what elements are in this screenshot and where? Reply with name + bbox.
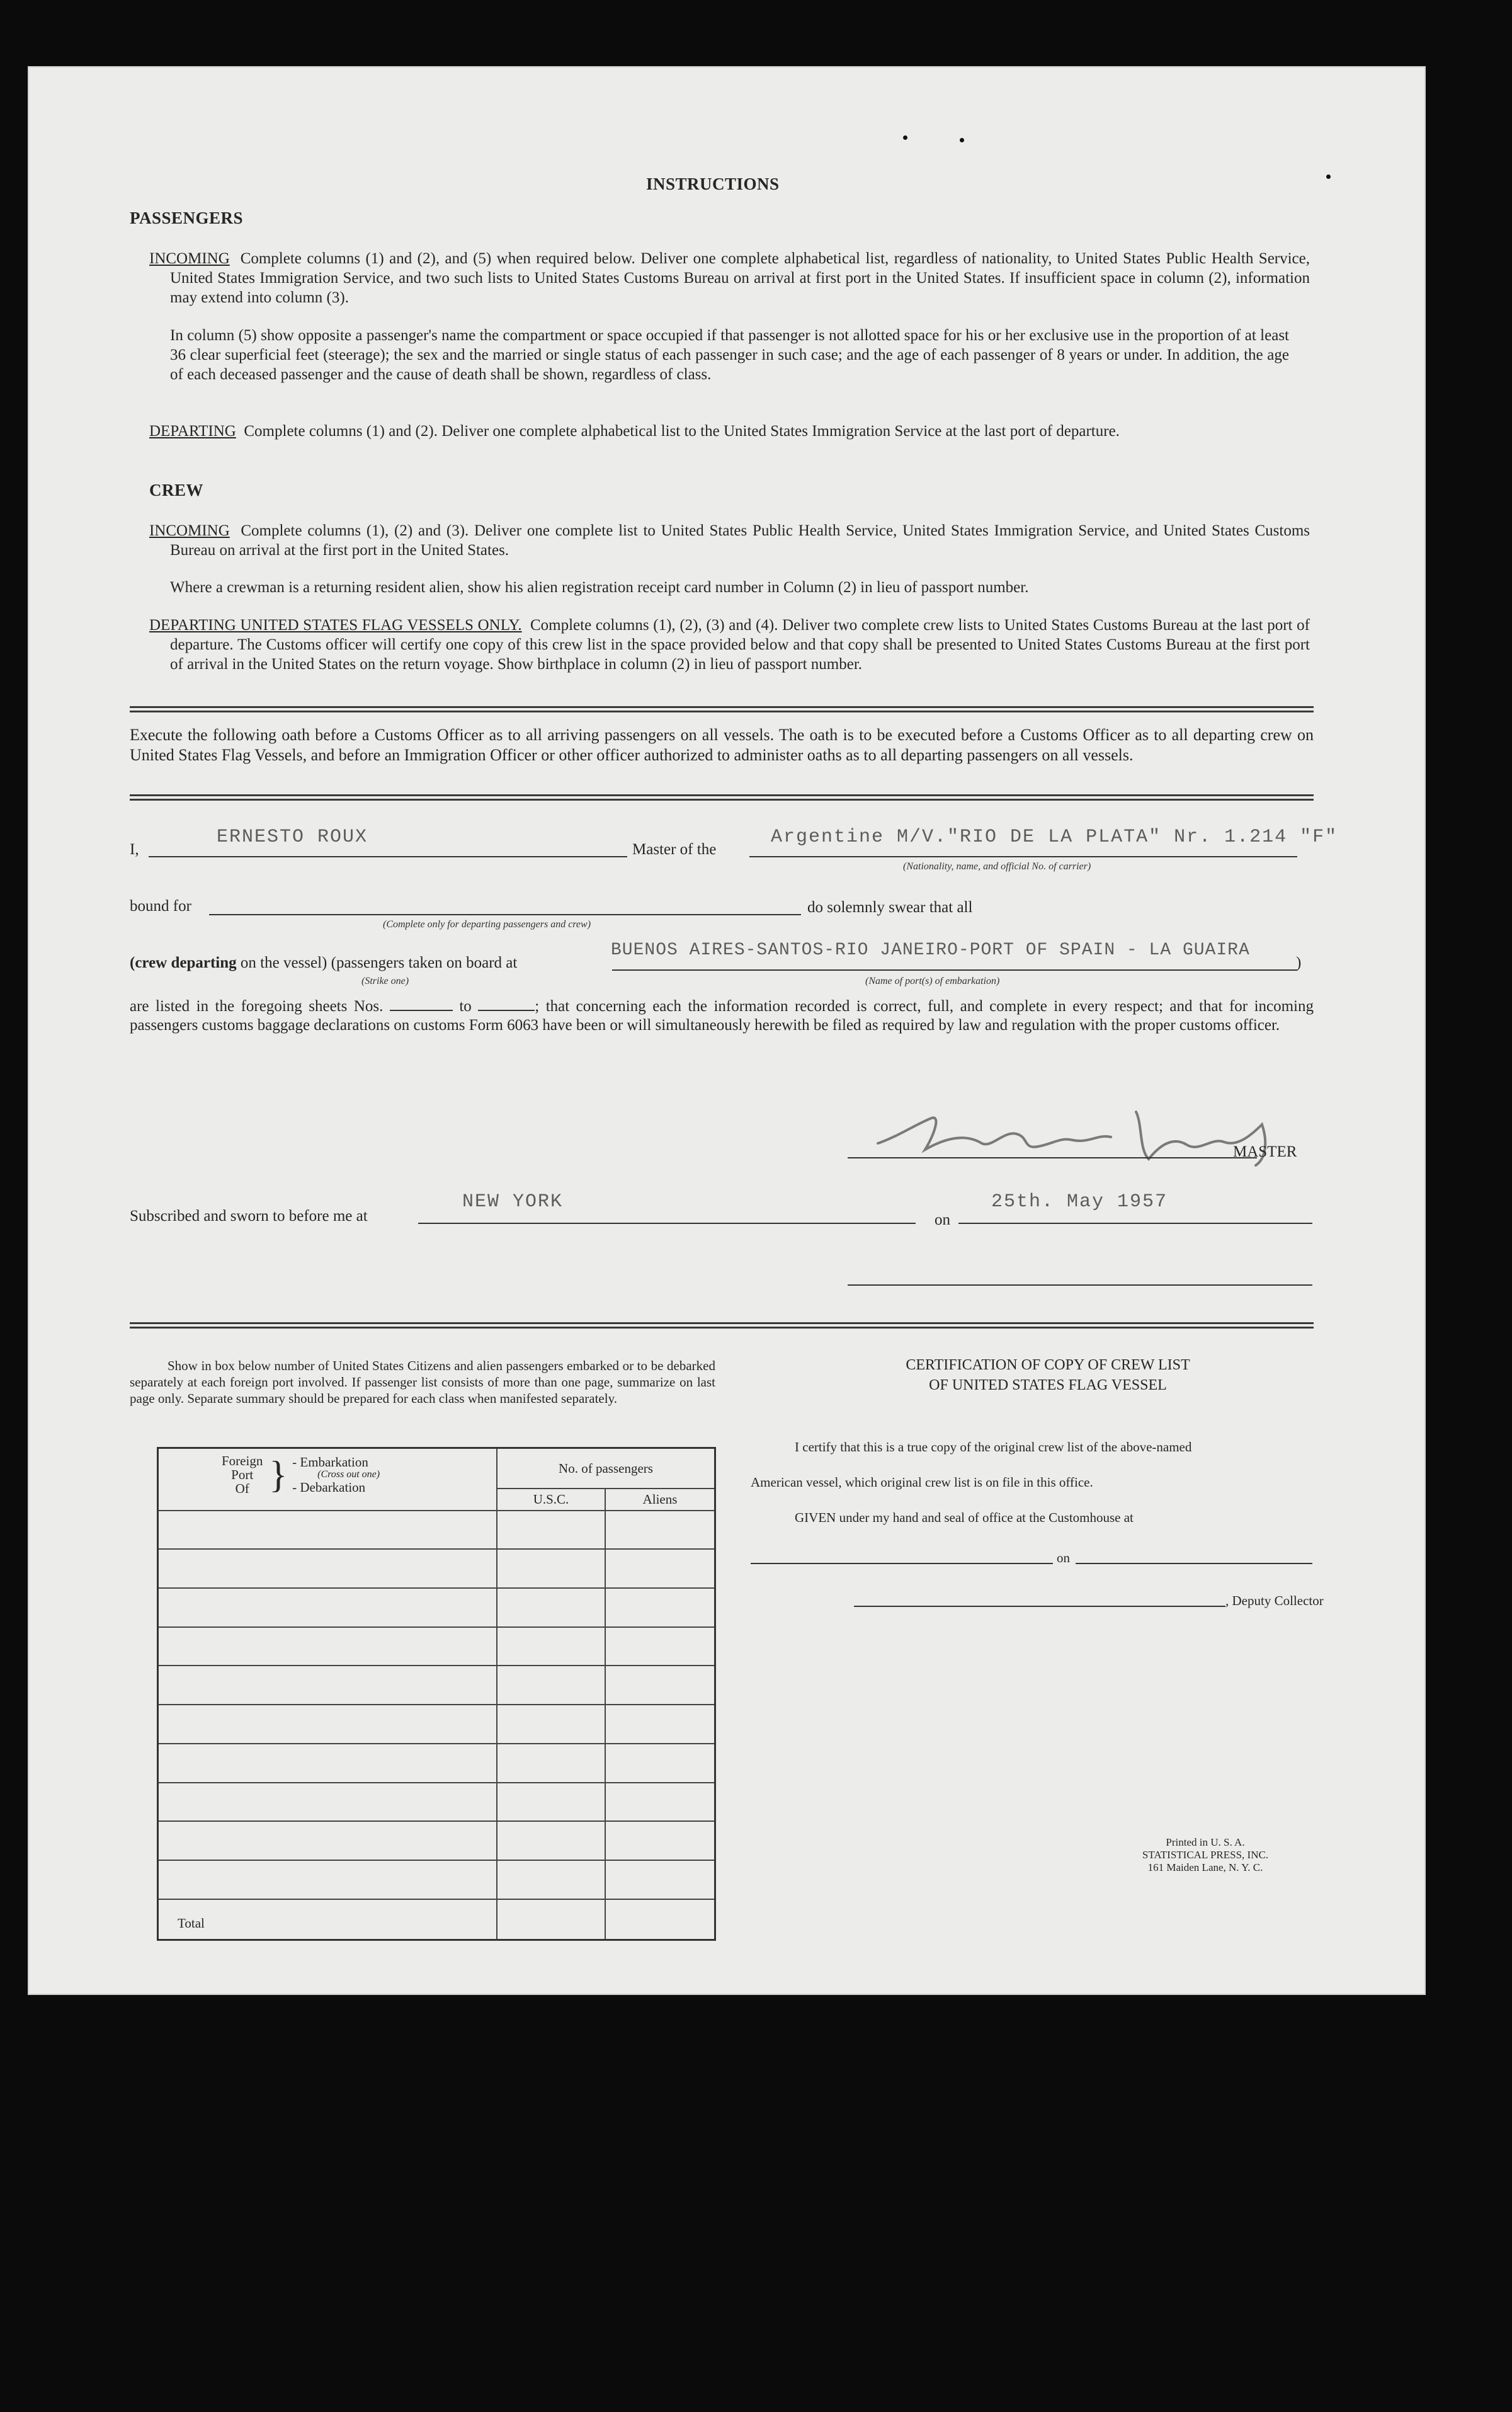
usc-cell[interactable]: [497, 1821, 605, 1860]
foreign-label: Foreign: [222, 1453, 263, 1468]
port-cell[interactable]: [158, 1627, 497, 1666]
usc-header: U.S.C.: [497, 1489, 605, 1510]
master-name-value: ERNESTO ROUX: [217, 826, 368, 848]
port-label: Port: [231, 1467, 254, 1482]
aliens-cell[interactable]: [605, 1705, 715, 1744]
port-cell[interactable]: [158, 1860, 497, 1899]
embarkation-label: - Embarkation: [292, 1455, 368, 1470]
aliens-cell[interactable]: [605, 1627, 715, 1666]
aliens-cell[interactable]: [605, 1783, 715, 1822]
section-divider: [130, 706, 1314, 712]
dust-speck: [1326, 174, 1331, 179]
crew-incoming-text: Complete columns (1), (2) and (3). Deliver one complete list to United States Public Health Service, United States Immigration Service, and United States Customs Bureau on arrival at the first port in the United States.: [170, 522, 1310, 559]
sheets-paragraph: [130, 997, 1314, 1035]
master-label: MASTER: [1233, 1143, 1297, 1160]
name-line: [149, 856, 627, 857]
vessel-line: [749, 856, 1297, 857]
vessel-caption: (Nationality, name, and official No. of carrier): [903, 861, 1091, 872]
crew-departing-paragraph: [149, 615, 1310, 674]
usc-total-cell[interactable]: [497, 1899, 605, 1940]
usc-cell[interactable]: [497, 1666, 605, 1705]
certification-date-line[interactable]: [1076, 1563, 1312, 1564]
oath-divider: [130, 794, 1314, 801]
crew-departing-label: (crew departing: [130, 954, 237, 971]
on-vessel-label: on the vessel): [240, 954, 327, 971]
instructions-title: INSTRUCTIONS: [646, 174, 780, 193]
brace-icon: }: [269, 1454, 288, 1495]
port-cell[interactable]: [158, 1588, 497, 1627]
passengers-departing-paragraph: [149, 421, 1310, 441]
aliens-header: Aliens: [605, 1489, 715, 1510]
sheet-from-blank: [390, 1010, 453, 1011]
aliens-cell[interactable]: [605, 1549, 715, 1588]
printer-mark: [1123, 1836, 1287, 1874]
certification-title-line2: OF UNITED STATES FLAG VESSEL: [929, 1377, 1167, 1393]
crew-incoming-paragraph: [149, 521, 1310, 560]
certification-title: [783, 1355, 1312, 1395]
passengers-column5-paragraph: In column (5) show opposite a passenger's name the compartment or space occupied if that passenger is not allotted space for his or her exclusive use in the proportion of at least 36 clear superficial feet (steerage); the sex and the married or single status of each passenger in such case; and the age of each passenger of 8 years or under. In addition, the age of each deceased passenger and the cause of death shall be shown, regardless of class.: [170, 327, 1289, 383]
port-cell[interactable]: [158, 1783, 497, 1822]
passengers-incoming-text: Complete columns (1) and (2), and (5) when required below. Deliver one complete alphabetical list, regardless of nationality, to United States Public Health Service, United States Immigration Service, and two such lists to United States Customs Bureau on arrival at first port in the United States. If insufficient space in column (2), information may extend into column (3).: [170, 250, 1310, 306]
total-label: Total: [158, 1899, 497, 1940]
aliens-cell[interactable]: [605, 1588, 715, 1627]
port-cell[interactable]: [158, 1821, 497, 1860]
sworn-date-value: 25th. May 1957: [991, 1191, 1168, 1213]
dust-speck: [903, 135, 907, 140]
crew-resident-paragraph: Where a crewman is a returning resident alien, show his alien registration receipt card number in Column (2) in lieu of passport number.: [170, 579, 1029, 596]
officer-signature-line: [848, 1284, 1312, 1286]
passengers-incoming-label: INCOMING: [149, 250, 230, 267]
certify-line2: American vessel, which original crew list is on file in this office.: [751, 1475, 1093, 1490]
aliens-cell[interactable]: [605, 1666, 715, 1705]
usc-cell[interactable]: [497, 1627, 605, 1666]
no-passengers-header: No. of passengers: [497, 1448, 715, 1489]
usc-cell[interactable]: [497, 1705, 605, 1744]
master-signature-line: [848, 1157, 1257, 1158]
passengers-incoming-paragraph: [149, 249, 1310, 307]
subscribed-label: Subscribed and sworn to before me at: [130, 1208, 368, 1225]
port-cell[interactable]: [158, 1705, 497, 1744]
certify-line1: I certify that this is a true copy of the original crew list of the above-named: [795, 1439, 1192, 1455]
vessel-value: Argentine M/V."RIO DE LA PLATA" Nr. 1.214 "F": [771, 826, 1338, 848]
strike-one-caption: (Strike one): [361, 976, 409, 986]
aliens-total-cell[interactable]: [605, 1899, 715, 1940]
cross-out-caption: (Cross out one): [317, 1469, 380, 1480]
listed-label: are listed in the foregoing sheets Nos.: [130, 998, 384, 1015]
certification-title-line1: CERTIFICATION OF COPY OF CREW LIST: [906, 1357, 1190, 1373]
deputy-collector-label: , Deputy Collector: [1225, 1593, 1324, 1608]
bound-for-line: [209, 914, 801, 915]
usc-cell[interactable]: [497, 1511, 605, 1550]
summary-instructions: Show in box below number of United States Citizens and alien passengers embarked or to be debarked separately at each foreign port involved. If passenger list consists of more than one page, summarize on last page only. Separate summary should be prepared for each class when manifested separately.: [130, 1358, 715, 1406]
crew-incoming-label: INCOMING: [149, 522, 230, 539]
passengers-departing-label: DEPARTING: [149, 423, 236, 440]
customhouse-line[interactable]: [751, 1563, 1053, 1564]
usc-cell[interactable]: [497, 1783, 605, 1822]
of-label: Of: [235, 1481, 249, 1496]
sworn-place-value: NEW YORK: [462, 1191, 564, 1213]
usc-cell[interactable]: [497, 1549, 605, 1588]
sheet-to-blank: [478, 1010, 535, 1011]
port-cell[interactable]: [158, 1666, 497, 1705]
crew-departing-text: Complete columns (1), (2), (3) and (4). Deliver two complete crew lists to United States Customs Bureau at the last port of departure. The Customs officer will certify one copy of this crew list in the space provided below and that copy shall be presented to United States Customs Bureau at the first port of arrival in the United States on the return voyage. Show birthplace in column (2) in lieu of passport number.: [170, 617, 1310, 673]
crew-heading: CREW: [149, 481, 204, 500]
printer-line3: 161 Maiden Lane, N. Y. C.: [1147, 1861, 1263, 1873]
summary-divider: [130, 1322, 1314, 1329]
crew-departing-label: DEPARTING UNITED STATES FLAG VESSELS ONLY.: [149, 617, 522, 634]
aliens-cell[interactable]: [605, 1744, 715, 1783]
passenger-summary-table: [157, 1447, 716, 1941]
dust-speck: [960, 138, 964, 142]
i-label: I,: [130, 841, 139, 858]
passengers-taken-label: (passengers taken on board at: [331, 954, 518, 971]
aliens-cell[interactable]: [605, 1821, 715, 1860]
ports-value: BUENOS AIRES-SANTOS-RIO JANEIRO-PORT OF SPAIN - LA GUAIRA: [611, 940, 1250, 960]
certify-text: ; that concerning each the information recorded is correct, full, and complete in every respect; and that for incoming passengers customs baggage declarations on customs Form 6063 have been or will simultaneously herewith be filed as required by law and regulation with the proper customs officer.: [130, 998, 1314, 1034]
port-cell[interactable]: [158, 1744, 497, 1783]
bound-for-label: bound for: [130, 898, 191, 915]
certification-on-label: on: [1057, 1550, 1070, 1565]
debarkation-label: - Debarkation: [292, 1480, 366, 1495]
oath-intro-paragraph: Execute the following oath before a Customs Officer as to all arriving passengers on all vessels. The oath is to be executed before a Customs Officer as to all departing crew on United States Flag Vessels, and before an Immigration Officer or other officer authorized to administer oaths as to all departing passengers on all vessels.: [130, 726, 1314, 764]
passengers-departing-text: Complete columns (1) and (2). Deliver one complete alphabetical list to the United States Immigration Service at the last port of departure.: [244, 423, 1120, 440]
place-line: [418, 1223, 916, 1224]
master-of-label: Master of the: [632, 841, 717, 858]
usc-cell[interactable]: [497, 1860, 605, 1899]
aliens-cell[interactable]: [605, 1860, 715, 1899]
crew-departing-option: [130, 954, 517, 972]
date-line: [958, 1223, 1312, 1224]
swear-label: do solemnly swear that all: [807, 899, 973, 916]
usc-cell[interactable]: [497, 1588, 605, 1627]
printer-line2: STATISTICAL PRESS, INC.: [1142, 1849, 1269, 1861]
to-label: to: [459, 998, 472, 1015]
bound-for-caption: (Complete only for departing passengers and crew): [383, 919, 591, 930]
given-line: GIVEN under my hand and seal of office at the Customhouse at: [795, 1510, 1134, 1525]
passengers-heading: PASSENGERS: [130, 209, 244, 227]
sworn-on-label: on: [935, 1211, 950, 1228]
usc-cell[interactable]: [497, 1744, 605, 1783]
deputy-collector-line[interactable]: [854, 1606, 1225, 1607]
ports-close-paren: ): [1296, 954, 1302, 971]
port-header-cell: [158, 1448, 497, 1511]
ports-line: [612, 969, 1297, 971]
aliens-cell[interactable]: [605, 1511, 715, 1550]
ports-caption: (Name of port(s) of embarkation): [865, 976, 1000, 986]
port-cell[interactable]: [158, 1549, 497, 1588]
port-cell[interactable]: [158, 1511, 497, 1550]
printer-line1: Printed in U. S. A.: [1166, 1836, 1245, 1848]
document-page: [28, 66, 1426, 1995]
